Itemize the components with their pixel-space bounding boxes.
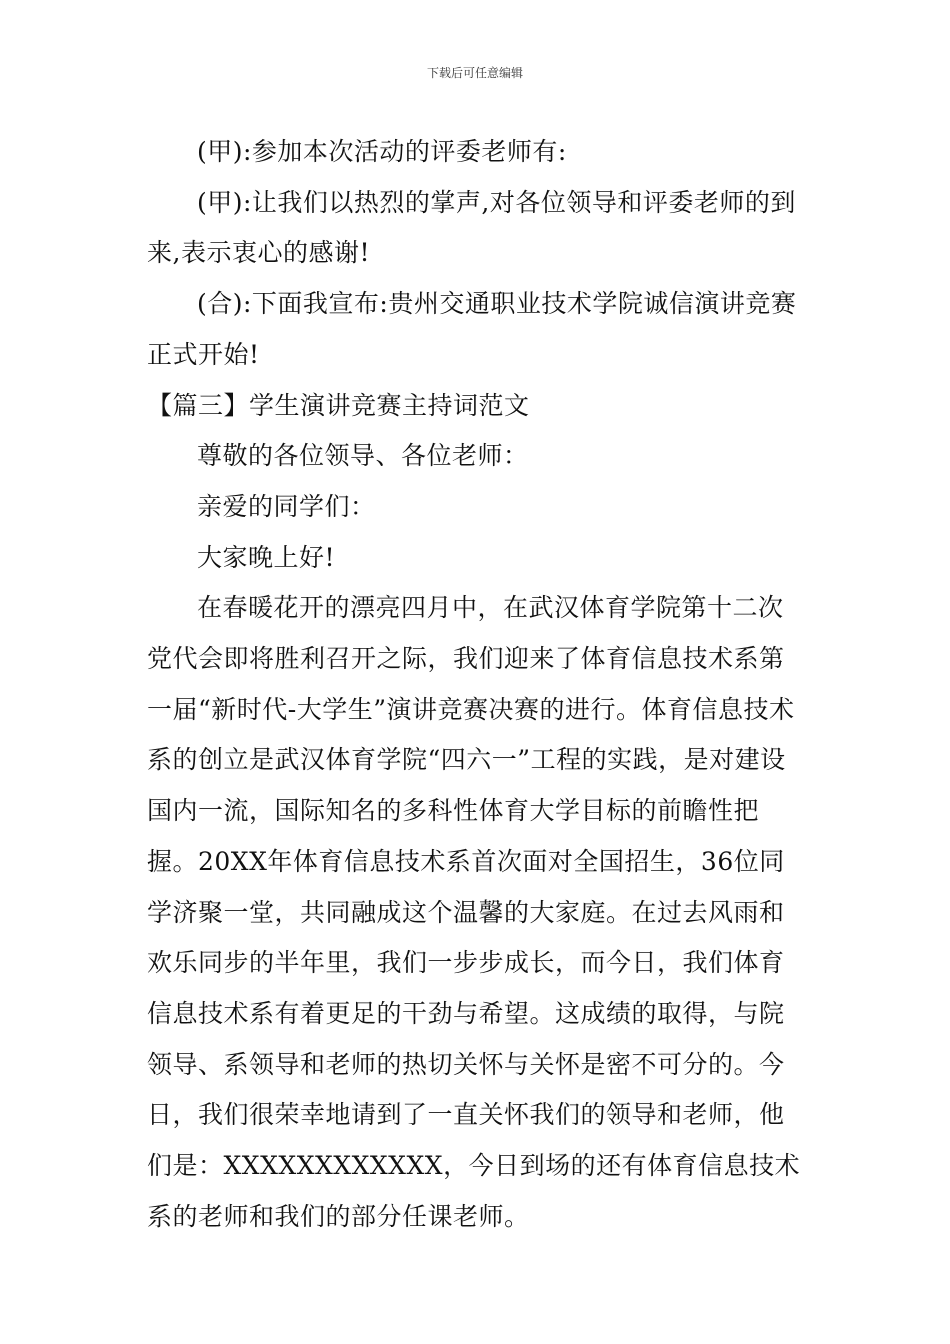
paragraph-applause: (甲):让我们以热烈的掌声,对各位领导和评委老师的到来,表示衷心的感谢! xyxy=(147,187,796,268)
section-heading: 【篇三】学生演讲竞赛主持词范文 xyxy=(147,390,530,420)
paragraph-greeting-students: 亲爱的同学们： xyxy=(197,491,376,521)
paragraph-good-evening: 大家晚上好! xyxy=(197,542,336,572)
paragraph-announcement: (合):下面我宣布:贵州交通职业技术学院诚信演讲竞赛正式开始! xyxy=(147,289,797,369)
page-header-note: 下载后可任意编辑 xyxy=(426,66,523,80)
paragraph-greeting-leaders: 尊敬的各位领导、各位老师： xyxy=(197,441,529,471)
paragraph-main-speech: 在春暖花开的漂亮四月中，在武汉体育学院第十二次党代会即将胜利召开之际，我们迎来了体育信息技术系第一届“新时代-大学生”演讲竞赛决赛的进行。体育信息技术系的创立是武汉体育学院“四六一”工程的实践，是对建设国内一流，国际知名的多科性体育大学目标的前瞻性把握。20XX年体育信息技术系首次面对全国招生，36位同学济聚一堂，共同融成这个温馨的大家庭。在过去风雨和欢乐同步的半年里，我们一步步成长，而今日，我们体育信息技术系有着更足的干劲与希望。这成绩的取得，与院领导、系领导和老师的热切关怀与关怀是密不可分的。今日，我们很荣幸地请到了一直关怀我们的领导和老师，他们是：XXXXXXXXXXXX，今日到场的还有体育信息技术系的老师和我们的部分任课老师。 xyxy=(147,593,801,1231)
document-body xyxy=(147,127,807,1242)
paragraph-judges-intro: (甲):参加本次活动的评委老师有: xyxy=(197,137,567,166)
